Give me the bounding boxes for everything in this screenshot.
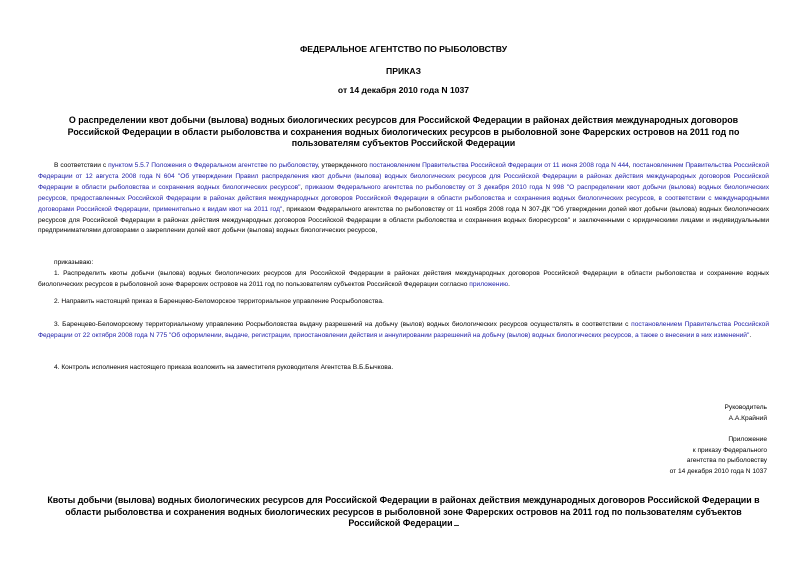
agency-heading: ФЕДЕРАЛЬНОЕ АГЕНТСТВО ПО РЫБОЛОВСТВУ: [299, 44, 508, 54]
footnote-marker: [454, 522, 459, 526]
appendix-line-3: агентства по рыболовству: [686, 457, 767, 465]
item-3: [38, 320, 769, 342]
signature-role: Руководитель: [724, 404, 767, 411]
order-word: приказываю:: [54, 259, 94, 266]
appendix-line-1: Приложение: [728, 436, 767, 443]
order-date: от 14 декабря 2010 года N 1037: [337, 85, 470, 95]
link-appendix[interactable]: приложению: [469, 280, 509, 288]
item-3-text: 3. Баренцево-Беломорскому территориальному управлению Росрыболовства выдачу разрешений на добычу (вылов) водных биологических ресурсов осуществлять в соответствии с: [54, 321, 632, 328]
item-4: 4. Контроль исполнения настоящего приказа возложить на заместителя руководителя Агентства В.Б.Бычкова.: [54, 364, 394, 371]
link-gov-decree-604[interactable]: постановлением Правительства Российской Федерации от 12 августа 2008 года N 604 "Об утверждении Правил распределения квот добычи (вылова) водных биологических ресурсов для Российской Федерации в районах действия международных договоров Российской Федерации в области рыболовства и сохранения водных биологических ресурсов": [38, 162, 769, 191]
link-order-998[interactable]: приказом Федерального агентства по рыболовству от 3 декабря 2010 года N 998 "О распределении квот добычи (вылова) водных биологических ресурсов, предоставленных Российской Федерации в районах действия международных договоров Российской Федерации в области рыболовства и сохранения водных биологических ресурсов, в соответствии с международными договорами Российской Федерации, применительно к видам квот на 2011 год": [38, 183, 769, 213]
item-1-end: .: [508, 280, 510, 288]
appendix-line-2: к приказу Федерального: [692, 446, 767, 454]
link-gov-decree-775[interactable]: постановлением Правительства Российской Федерации от 22 октября 2008 года N 775 "Об оформлении, выдаче, регистрации, приостановлении действия и аннулировании разрешений на добычу (вылов) водных биологических ресурсов, а также о внесении в них изменений": [38, 321, 770, 339]
link-regulation-clause[interactable]: пунктом 5.5.7 Положения о Федеральном агентстве по рыболовству: [108, 162, 318, 169]
item-1-text: 1. Распределить квоты добычи (вылова) водных биологических ресурсов для Российской Федерации в районах действия международных договоров Российской Федерации в области рыболовства и сохранение водных биологических ресурсов в рыболовной зоне Фарерских островов на 2011 год по пользователям субъектов Российской Федерации согласно: [38, 270, 769, 288]
preamble-paragraph: [38, 161, 769, 237]
link-gov-decree-444[interactable]: постановлением Правительства Российской Федерации от 11 июня 2008 года N 444: [369, 162, 629, 169]
item-3-end: .: [749, 331, 752, 339]
order-title: О распределении квот добычи (вылова) водных биологических ресурсов для Российской Федерации в районах действия международных договоров Российской Федерации в области рыболовства и сохранения водных биологических ресурсов в рыболовной зоне Фарерских островов на 2011 год по пользователям субъектов Российской Федерации: [67, 115, 740, 148]
preamble-text-2: , утвержденного: [317, 162, 370, 169]
signature-name: А.А.Крайний: [728, 414, 767, 422]
quota-title: [40, 495, 767, 530]
preamble-text-3: ,: [628, 162, 633, 169]
signature-block: [725, 403, 767, 424]
order-heading: ПРИКАЗ: [386, 66, 421, 76]
preamble-text-5: , приказом Федерального агентства по рыболовству от 11 ноября 2008 года N 307-ДК "Об утверждении долей квот добычи (вылова) водных биологических ресурсов для Российской Федерации в районах действия международных договоров Российской Федерации в области рыболовства и сохранения водных биоресурсов" и заключенными с юридическими лицами и индивидуальными предпринимателями договорами о закреплении долей квот добычи (вылова) водных биологических ресурсов,: [38, 205, 770, 235]
item-2: 2. Направить настоящий приказ в Баренцево-Беломорское территориальное управление Росрыболовства.: [54, 298, 384, 305]
preamble-text-1: В соответствии с: [54, 162, 109, 169]
appendix-block: [670, 435, 767, 477]
appendix-line-4: от 14 декабря 2010 года N 1037: [669, 467, 767, 475]
preamble-text-4: ,: [300, 183, 306, 191]
quota-title-text: Квоты добычи (вылова) водных биологических ресурсов для Российской Федерации в районах действия международных договоров Российской Федерации в области рыболовства и сохранения водных биологических ресурсов в рыболовной зоне Фарерских островов на 2011 год по пользователям субъектов Российской Федерации: [47, 495, 760, 529]
item-1: [38, 269, 769, 291]
